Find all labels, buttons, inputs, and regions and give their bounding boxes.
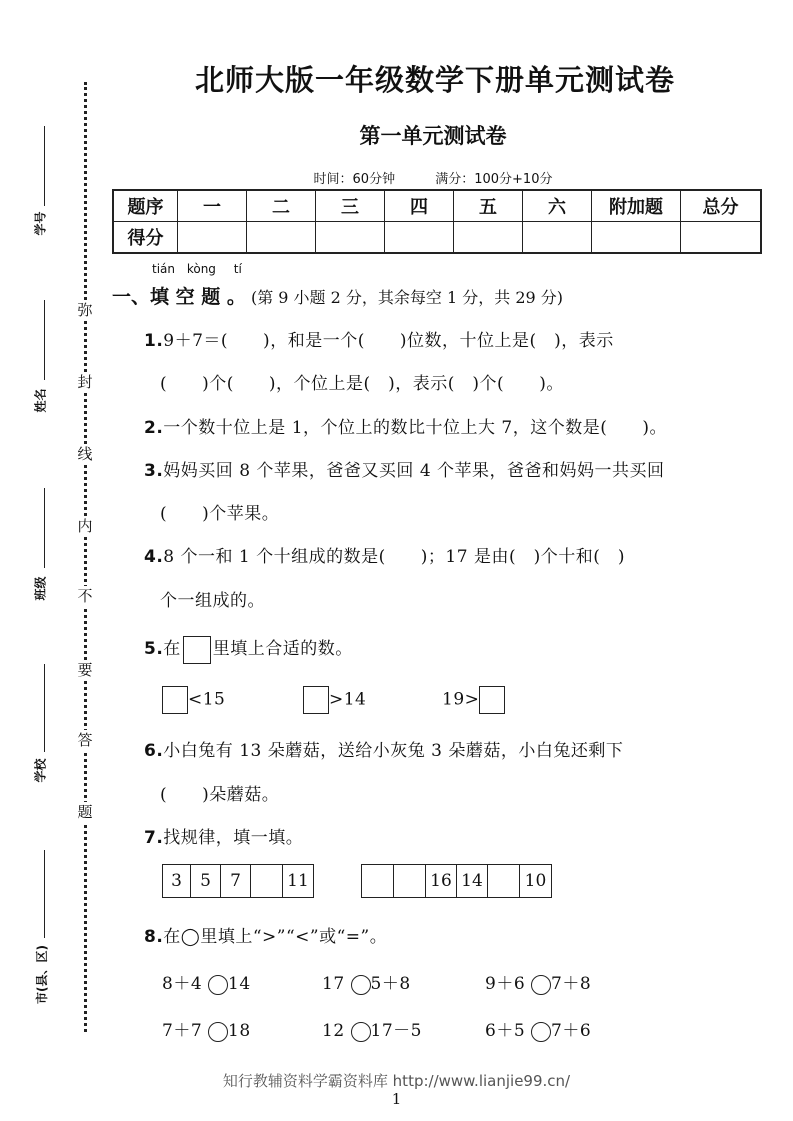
score-table xyxy=(112,189,762,254)
question-5-item-3 xyxy=(442,686,505,714)
score-header-cell: 二 xyxy=(247,190,316,222)
sequence-cell: 14 xyxy=(457,865,488,897)
section-pinyin xyxy=(152,262,242,276)
question-6-line-2: ( )朵蘑菇。 xyxy=(160,785,280,805)
field-label-school: 学校 xyxy=(33,758,48,783)
score-input-cell[interactable] xyxy=(681,222,762,254)
question-5-item-1 xyxy=(162,686,225,714)
question-1-line-1 xyxy=(144,326,614,351)
question-text: 妈妈买回 8 个苹果，爸爸又买回 4 个苹果，爸爸和妈妈一共买回 xyxy=(163,461,665,481)
compare-item xyxy=(485,1016,591,1042)
seal-char: 要 xyxy=(77,661,93,679)
compare-right: 18 xyxy=(228,1021,251,1041)
question-5 xyxy=(144,634,353,664)
sequence-blank-cell[interactable] xyxy=(362,865,394,897)
question-text: 8 个一和 1 个十组成的数是( )；17 是由( )个十和( ) xyxy=(163,547,625,567)
page-subtitle: 第一单元测试卷 xyxy=(359,124,507,148)
compare-item xyxy=(485,969,591,995)
seal-char: 弥 xyxy=(77,301,93,319)
page-title: 北师大版一年级数学下册单元测试卷 xyxy=(194,63,675,97)
sequence-cell: 10 xyxy=(524,871,547,891)
field-line-class xyxy=(44,488,45,568)
sequence-blank-cell[interactable] xyxy=(394,865,426,897)
compare-item xyxy=(322,969,411,995)
question-number: 1. xyxy=(144,331,164,351)
score-header-cell: 附加题 xyxy=(592,190,681,222)
sequence-cell: 5 xyxy=(191,865,221,897)
field-label-class: 班级 xyxy=(33,576,48,601)
score-header-cell: 六 xyxy=(523,190,592,222)
compare-circle[interactable] xyxy=(531,975,551,995)
question-number: 6. xyxy=(144,741,164,761)
score-input-cell[interactable] xyxy=(316,222,385,254)
sequence-cell: 7 xyxy=(221,865,251,897)
compare-item xyxy=(162,969,251,995)
question-number: 5. xyxy=(144,639,164,659)
sequence-strip-2 xyxy=(361,864,552,898)
compare-circle[interactable] xyxy=(208,1022,228,1042)
question-1-line-2: ( )个( )，个位上是( )，表示( )个( )。 xyxy=(160,374,564,394)
score-header-cell: 题序 xyxy=(113,190,178,222)
field-label-district: 市(县、区) xyxy=(34,945,49,1004)
footer-source: 知行教辅资料学霸资料库 http://www.lianjie99.cn/ xyxy=(222,1072,571,1090)
question-text: 一个数十位上是 1，个位上的数比十位上大 7，这个数是( )。 xyxy=(163,418,667,438)
score-table-header-row xyxy=(113,190,761,222)
comparison-text: <15 xyxy=(188,689,226,710)
sequence-cell: 11 xyxy=(287,871,309,891)
field-line-district xyxy=(44,850,45,938)
full-score: 满分：100分+10分 xyxy=(435,172,553,187)
field-line-name xyxy=(44,300,45,380)
question-3-line-2: ( )个苹果。 xyxy=(160,504,280,524)
question-number: 4. xyxy=(144,547,164,567)
answer-box[interactable] xyxy=(162,686,188,714)
sequence-blank-cell[interactable] xyxy=(251,865,283,897)
binding-dotted-line xyxy=(84,82,87,1032)
score-header-cell: 总分 xyxy=(681,190,762,222)
score-input-cell[interactable] xyxy=(385,222,454,254)
question-8 xyxy=(144,922,387,947)
question-5-item-2 xyxy=(303,686,366,714)
score-header-cell: 三 xyxy=(316,190,385,222)
question-text: 找规律，填一填。 xyxy=(163,828,304,848)
sequence-cell: 16 xyxy=(426,865,457,897)
question-number: 7. xyxy=(144,828,164,848)
section-heading xyxy=(112,282,563,309)
seal-char: 线 xyxy=(77,445,93,463)
question-number: 3. xyxy=(144,461,164,481)
compare-left: 12 xyxy=(322,1021,345,1041)
pinyin-tian: tián xyxy=(152,262,175,276)
compare-item xyxy=(322,1016,422,1042)
score-input-cell[interactable] xyxy=(523,222,592,254)
question-number: 2. xyxy=(144,418,164,438)
question-6-line-1 xyxy=(144,736,623,761)
score-header-cell: 五 xyxy=(454,190,523,222)
score-input-cell[interactable] xyxy=(247,222,316,254)
compare-left: 7＋7 xyxy=(162,1021,203,1041)
question-text: 里填上合适的数。 xyxy=(212,639,353,659)
section-note: (第 9 小题 2 分，其余每空 1 分，共 29 分) xyxy=(250,288,564,307)
seal-char: 题 xyxy=(77,803,93,821)
question-number: 8. xyxy=(144,927,164,947)
page-number: 1 xyxy=(391,1090,402,1108)
compare-circle[interactable] xyxy=(531,1022,551,1042)
question-text: 9＋7＝( )，和是一个( )位数，十位上是( )，表示 xyxy=(163,331,614,351)
score-input-cell[interactable] xyxy=(178,222,247,254)
seal-char: 不 xyxy=(77,587,93,605)
compare-circle[interactable] xyxy=(351,975,371,995)
score-input-cell[interactable] xyxy=(454,222,523,254)
compare-left: 9＋6 xyxy=(485,974,526,994)
compare-right: 17－5 xyxy=(370,1021,422,1041)
comparison-text: >14 xyxy=(329,689,367,710)
score-header-cell: 一 xyxy=(178,190,247,222)
question-7 xyxy=(144,823,303,848)
compare-right: 7＋8 xyxy=(551,974,592,994)
score-table-score-row xyxy=(113,222,761,254)
compare-right: 7＋6 xyxy=(551,1021,592,1041)
compare-circle[interactable] xyxy=(208,975,228,995)
question-3-line-1 xyxy=(144,456,665,481)
score-row-label: 得分 xyxy=(113,222,178,254)
question-text: 在◯里填上“>”“<”或“=”。 xyxy=(163,927,388,947)
pinyin-ti: tí xyxy=(233,262,242,276)
seal-char: 答 xyxy=(77,731,93,749)
compare-right: 14 xyxy=(228,974,251,994)
question-text: 在 xyxy=(163,639,181,659)
pinyin-kong: kòng xyxy=(186,262,216,276)
compare-left: 6＋5 xyxy=(485,1021,526,1041)
seal-char: 封 xyxy=(77,373,93,391)
question-2 xyxy=(144,413,667,438)
compare-left: 8＋4 xyxy=(162,974,203,994)
compare-right: 5＋8 xyxy=(370,974,411,994)
question-4-line-1 xyxy=(144,542,625,567)
field-label-student-id: 学号 xyxy=(33,211,48,236)
sequence-strip-1 xyxy=(162,864,314,898)
question-4-line-2: 个一组成的。 xyxy=(160,591,265,611)
time-limit: 时间：60分钟 xyxy=(313,172,396,187)
compare-item xyxy=(162,1016,251,1042)
comparison-text: 19> xyxy=(442,689,480,710)
field-label-name: 姓名 xyxy=(33,388,48,413)
answer-box[interactable] xyxy=(479,686,505,714)
seal-char: 内 xyxy=(77,517,93,535)
compare-circle[interactable] xyxy=(351,1022,371,1042)
score-input-cell[interactable] xyxy=(592,222,681,254)
question-text: 小白兔有 13 朵蘑菇，送给小灰兔 3 朵蘑菇，小白兔还剩下 xyxy=(163,741,624,761)
exam-meta xyxy=(0,168,793,187)
score-header-cell: 四 xyxy=(385,190,454,222)
field-line-school xyxy=(44,664,45,752)
compare-left: 17 xyxy=(322,974,345,994)
answer-box xyxy=(183,636,211,664)
sequence-blank-cell[interactable] xyxy=(488,865,520,897)
section-title: 一、填 空 题 。 xyxy=(112,286,246,308)
answer-box[interactable] xyxy=(303,686,329,714)
sequence-cell: 3 xyxy=(163,865,191,897)
